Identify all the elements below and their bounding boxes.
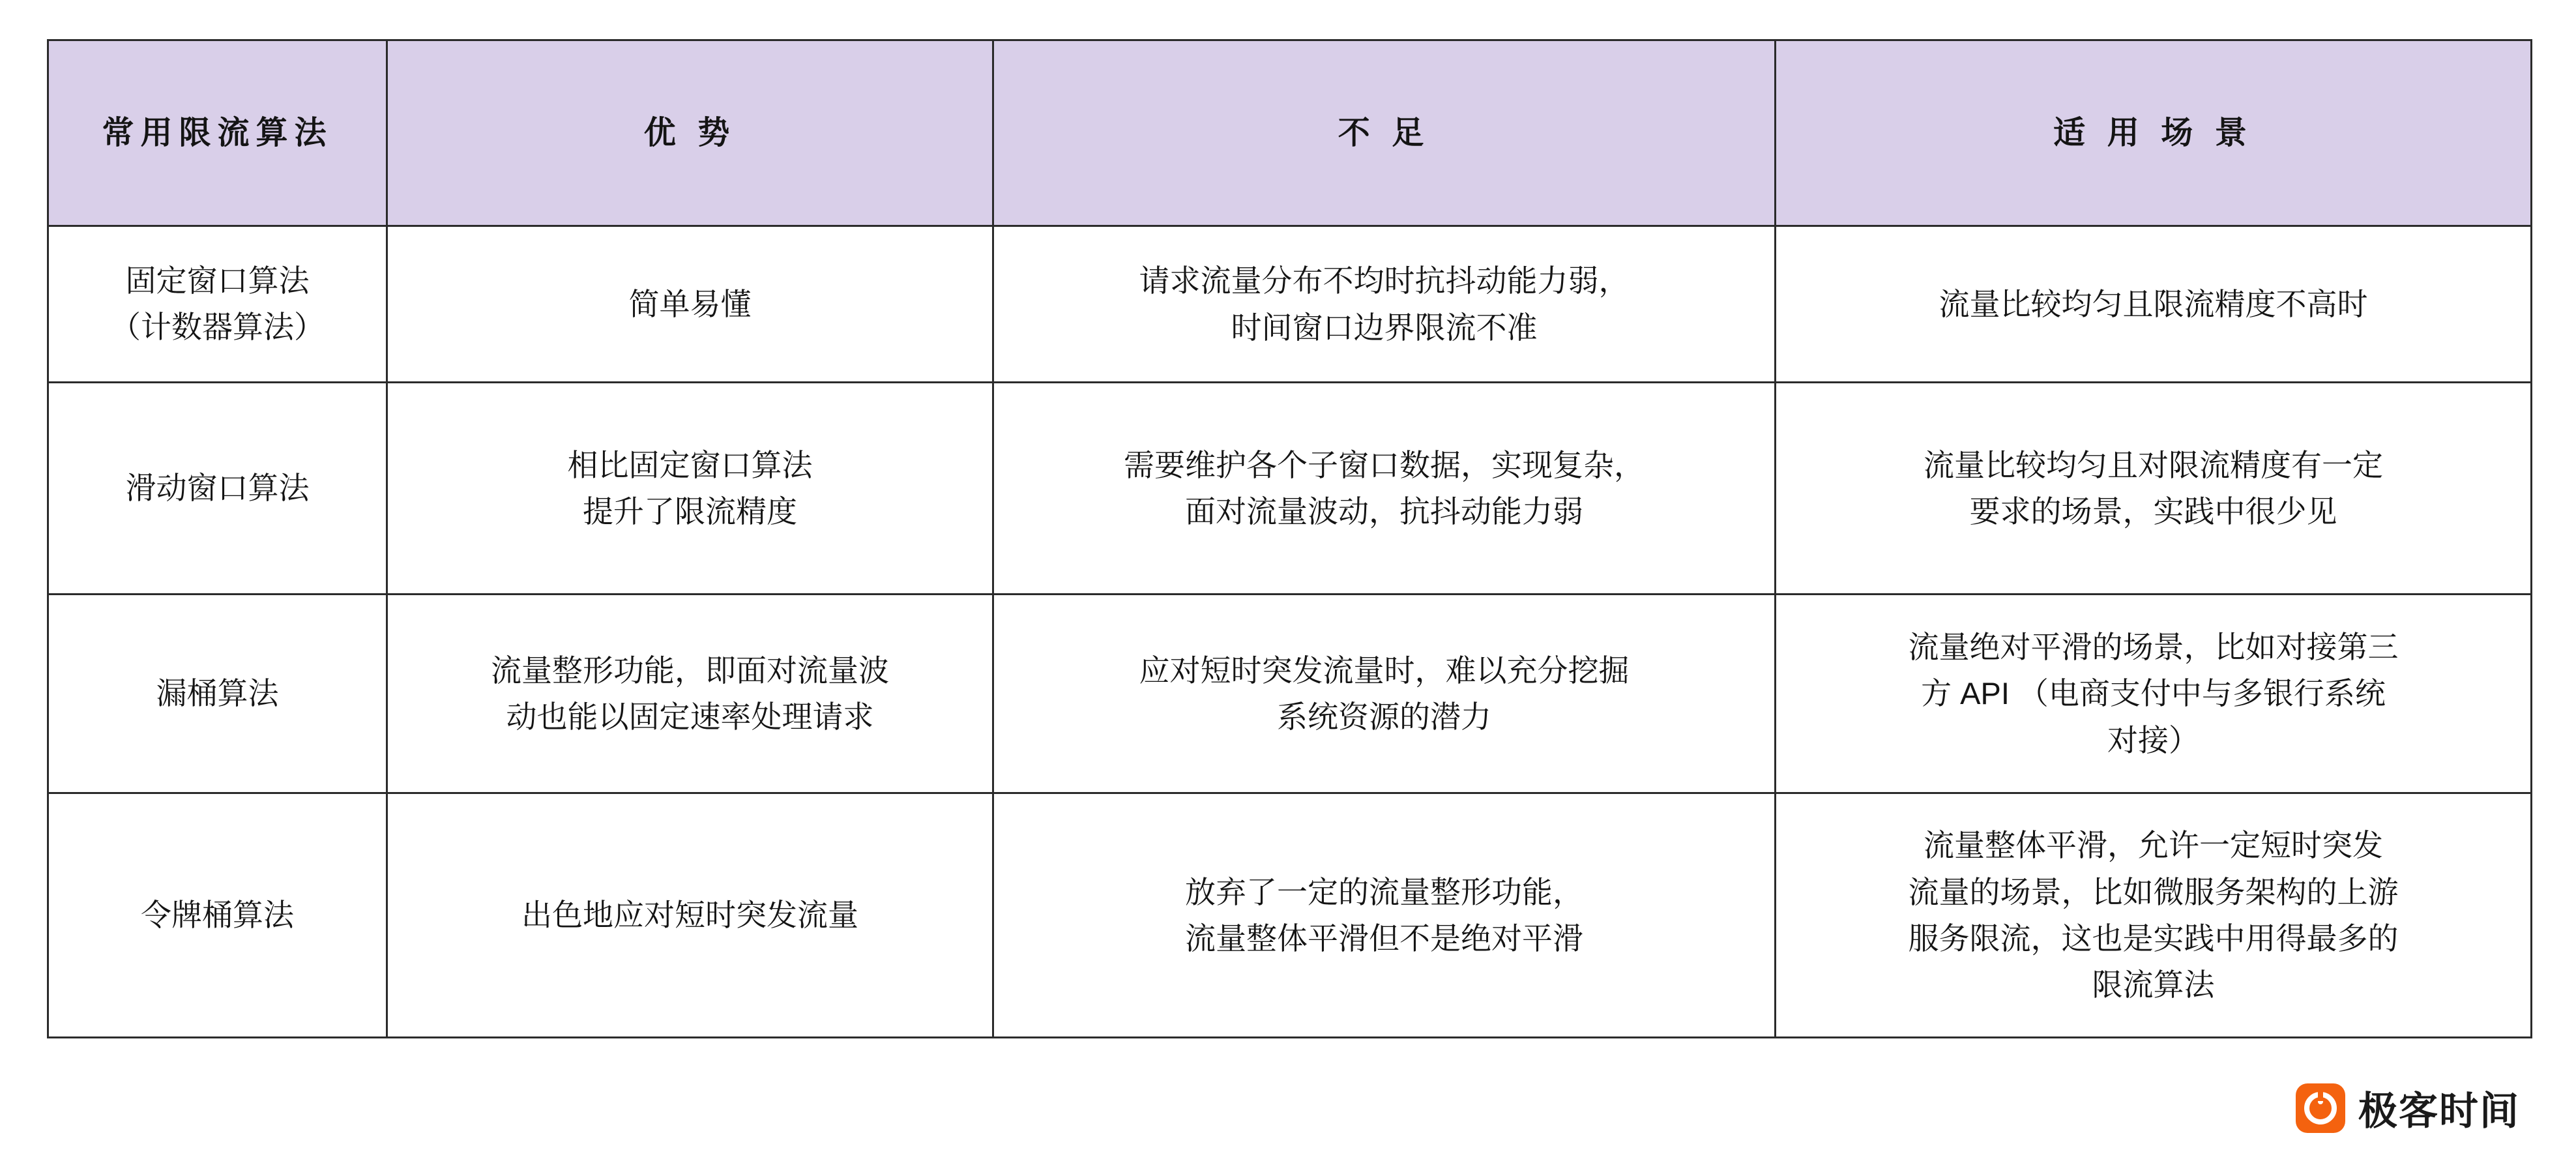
cell-algorithm-name: 固定窗口算法 （计数器算法）	[48, 226, 387, 383]
cell-shortcoming: 请求流量分布不均时抗抖动能力弱， 时间窗口边界限流不准	[993, 226, 1776, 383]
cell-shortcoming: 应对短时突发流量时，难以充分挖掘 系统资源的潜力	[993, 595, 1776, 793]
cell-scenario: 流量比较均匀且对限流精度有一定 要求的场景，实践中很少见	[1776, 383, 2532, 595]
cell-algorithm-name: 漏桶算法	[48, 595, 387, 793]
column-header-scenario: 适 用 场 景	[1776, 40, 2532, 226]
watermark	[2296, 1080, 2520, 1136]
table-row	[48, 595, 2532, 793]
watermark-label: 极客时间	[2358, 1089, 2520, 1133]
rate-limit-algorithm-table-wrapper	[47, 39, 2530, 1038]
table-row	[48, 383, 2532, 595]
column-header-algorithm: 常用限流算法	[48, 40, 387, 226]
cell-advantage: 相比固定窗口算法 提升了限流精度	[387, 383, 993, 595]
cell-shortcoming: 放弃了一定的流量整形功能， 流量整体平滑但不是绝对平滑	[993, 793, 1776, 1038]
table-body	[48, 226, 2532, 1038]
cell-scenario: 流量比较均匀且限流精度不高时	[1776, 226, 2532, 383]
cell-scenario: 流量绝对平滑的场景，比如对接第三 方 API （电商支付中与多银行系统 对接）	[1776, 595, 2532, 793]
geek-time-logo-icon	[2296, 1083, 2345, 1133]
table-header-row	[48, 40, 2532, 226]
cell-algorithm-name: 滑动窗口算法	[48, 383, 387, 595]
cell-algorithm-name: 令牌桶算法	[48, 793, 387, 1038]
table-row	[48, 226, 2532, 383]
cell-scenario: 流量整体平滑，允许一定短时突发 流量的场景，比如微服务架构的上游 服务限流，这也是实践中用得最多的 限流算法	[1776, 793, 2532, 1038]
column-header-shortcoming: 不 足	[993, 40, 1776, 226]
cell-advantage: 简单易懂	[387, 226, 993, 383]
column-header-advantage: 优 势	[387, 40, 993, 226]
cell-shortcoming: 需要维护各个子窗口数据，实现复杂， 面对流量波动，抗抖动能力弱	[993, 383, 1776, 595]
table-header	[48, 40, 2532, 226]
cell-advantage: 出色地应对短时突发流量	[387, 793, 993, 1038]
cell-advantage: 流量整形功能，即面对流量波 动也能以固定速率处理请求	[387, 595, 993, 793]
rate-limit-algorithm-table	[47, 39, 2532, 1038]
table-row	[48, 793, 2532, 1038]
